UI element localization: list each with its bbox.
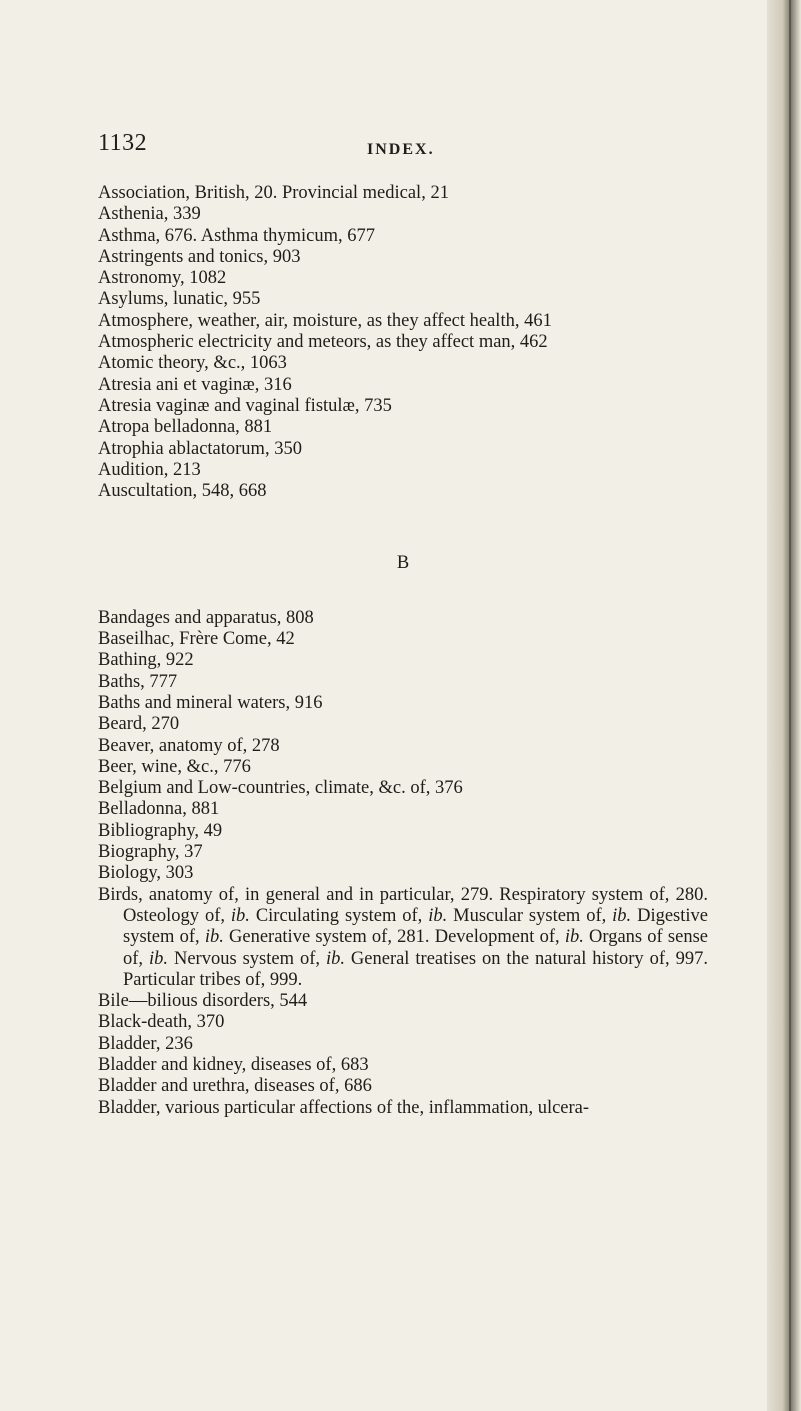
- ibidem-abbrev: ib.: [204, 927, 224, 948]
- index-entry: Asylums, lunatic, 955: [98, 289, 261, 310]
- index-entry: Atmospheric electricity and meteors, as they affect man, 462: [98, 332, 548, 353]
- ibidem-abbrev: ib.: [325, 948, 345, 969]
- index-entry: Bladder, 236: [98, 1033, 193, 1054]
- index-entry: Asthenia, 339: [98, 204, 201, 225]
- index-entry: Association, British, 20. Provincial medical, 21: [98, 183, 449, 203]
- index-entry: Baths and mineral waters, 916: [98, 692, 323, 713]
- index-entry: Black-death, 370: [98, 1012, 225, 1033]
- index-entry: Bandages and apparatus, 808: [98, 607, 314, 628]
- index-entry: Atmosphere, weather, air, moisture, as they affect health, 461: [98, 310, 552, 331]
- index-entry: Bile—bilious disorders, 544: [98, 991, 308, 1012]
- entry-text: Digestive system of,: [123, 905, 708, 948]
- index-entry: Atropa belladonna, 881: [98, 417, 273, 438]
- index-entry: Astringents and tonics, 903: [98, 246, 301, 267]
- index-entry: Beard, 270: [98, 714, 180, 735]
- index-entry: Baths, 777: [98, 671, 178, 692]
- index-entry: Bladder, various particular affections of the, inflammation, ulcera-: [98, 1097, 590, 1118]
- ibidem-abbrev: ib.: [612, 905, 632, 926]
- section-heading-b: B: [396, 553, 410, 574]
- page-edge-shadow: [789, 0, 791, 1411]
- index-entry: Atresia ani et vaginæ, 316: [98, 374, 292, 395]
- index-entry: Bladder and urethra, diseases of, 686: [98, 1076, 372, 1097]
- entry-text: Muscular system of,: [447, 905, 613, 926]
- index-entry: Baseilhac, Frère Come, 42: [98, 629, 295, 650]
- index-entry-birds: [98, 885, 708, 991]
- index-entry: Asthma, 676. Asthma thymicum, 677: [98, 225, 375, 246]
- entry-text: Organs of sense of,: [123, 927, 708, 969]
- page-number: 1132: [98, 130, 148, 156]
- entry-text: Generative system of, 281. Development of,: [223, 927, 565, 948]
- index-entry: Biography, 37: [98, 842, 203, 863]
- index-entry: Beer, wine, &c., 776: [98, 756, 251, 777]
- index-entry: Atrophia ablactatorum, 350: [98, 438, 302, 459]
- ibidem-abbrev: ib.: [428, 905, 448, 926]
- index-entry: Belladonna, 881: [98, 799, 220, 820]
- index-entry: Bladder and kidney, diseases of, 683: [98, 1054, 369, 1075]
- entry-text: Nervous system of,: [168, 948, 326, 969]
- ibidem-abbrev: ib.: [230, 905, 250, 926]
- ibidem-abbrev: ib.: [149, 948, 169, 969]
- index-entry: Belgium and Low-countries, climate, &c. of, 376: [98, 778, 463, 799]
- index-entry: Auscultation, 548, 668: [98, 481, 267, 502]
- page-edge: [767, 0, 801, 1411]
- entry-text: Circulating system of,: [249, 905, 429, 926]
- index-entry: Biology, 303: [98, 863, 194, 884]
- ibidem-abbrev: ib.: [564, 927, 584, 948]
- index-entry: Bibliography, 49: [98, 820, 223, 841]
- entry-text: General treatises on the natural history of, 997. Particular tribes of, 999.: [123, 948, 708, 990]
- running-head: INDEX.: [367, 141, 435, 158]
- index-entry: Atomic theory, &c., 1063: [98, 353, 287, 374]
- entry-text: Birds, anatomy of, in general and in particular, 279. Respiratory system of, 280. Osteology of,: [98, 884, 708, 926]
- index-entry: Bathing, 922: [98, 650, 194, 671]
- index-entry: Atresia vaginæ and vaginal fistulæ, 735: [98, 395, 392, 416]
- index-entry: Beaver, anatomy of, 278: [98, 735, 280, 756]
- index-body: [98, 183, 708, 1119]
- index-entry: Astronomy, 1082: [98, 268, 227, 289]
- index-entry: Audition, 213: [98, 459, 201, 480]
